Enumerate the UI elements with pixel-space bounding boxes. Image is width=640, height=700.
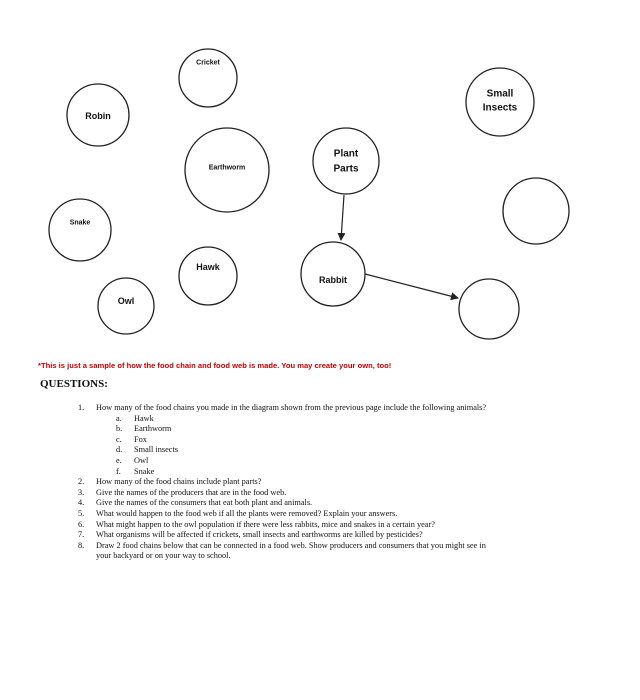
question-item bbox=[78, 541, 618, 552]
question-item bbox=[78, 520, 618, 531]
sub-item-text: Hawk bbox=[134, 413, 154, 423]
sub-item bbox=[78, 445, 618, 456]
question-item bbox=[78, 477, 618, 488]
sub-item-letter: f. bbox=[116, 466, 121, 476]
plant-to-rabbit-arrow bbox=[341, 195, 344, 240]
question-text: Give the names of the producers that are in the food web. bbox=[96, 487, 287, 497]
small-insects-label-line2: Insects bbox=[482, 102, 518, 114]
sub-item bbox=[78, 435, 618, 446]
question-number: 4. bbox=[78, 498, 85, 508]
question-text-continued: your backyard or on your way to school. bbox=[96, 551, 231, 561]
sub-item bbox=[78, 424, 618, 435]
question-text: What would happen to the food web if all the plants were removed? Explain your answers. bbox=[96, 508, 398, 518]
plant-parts-circle bbox=[313, 128, 379, 194]
robin-label: Robin bbox=[85, 110, 111, 121]
empty-circle-2 bbox=[459, 279, 519, 339]
sub-item bbox=[78, 456, 618, 467]
question-item bbox=[78, 403, 618, 414]
questions-list bbox=[78, 403, 618, 562]
sub-item bbox=[78, 467, 618, 478]
question-number: 2. bbox=[78, 477, 85, 487]
sub-item-letter: c. bbox=[116, 434, 122, 444]
small-insects-label-line1: Small bbox=[486, 88, 514, 100]
sub-item-text: Small insects bbox=[134, 445, 179, 455]
snake-label: Snake bbox=[69, 219, 91, 227]
question-text: How many of the food chains you made in the diagram shown from the previous page include the following animals? bbox=[96, 403, 487, 412]
question-text: How many of the food chains include plant parts? bbox=[96, 477, 262, 487]
sample-note: *This is just a sample of how the food chain and food web is made. You may create your own, too! bbox=[38, 361, 392, 370]
question-text: What might happen to the owl population if there were less rabbits, mice and snakes in a certain year? bbox=[96, 519, 435, 529]
question-item bbox=[78, 498, 618, 509]
sub-item-letter: e. bbox=[116, 455, 122, 465]
question-item bbox=[78, 530, 618, 541]
sub-item-letter: d. bbox=[116, 445, 123, 455]
empty-circle-1 bbox=[503, 178, 569, 244]
rabbit-to-circle-arrow bbox=[365, 274, 458, 298]
question-item bbox=[78, 488, 618, 499]
hawk-circle bbox=[179, 247, 237, 305]
sub-item-text: Fox bbox=[134, 434, 147, 444]
owl-label: Owl bbox=[117, 295, 135, 306]
hawk-label: Hawk bbox=[196, 261, 220, 272]
questions-heading: QUESTIONS: bbox=[40, 378, 108, 390]
question-number: 8. bbox=[78, 540, 85, 550]
question-number: 3. bbox=[78, 487, 85, 497]
sub-item bbox=[78, 414, 618, 425]
question-number: 6. bbox=[78, 519, 85, 529]
question-number: 7. bbox=[78, 530, 85, 540]
question-item bbox=[78, 509, 618, 520]
plant-parts-label-line1: Plant bbox=[333, 148, 359, 160]
question-number: 5. bbox=[78, 508, 85, 518]
question-text: What organisms will be affected if crickets, small insects and earthworms are killed by pesticides? bbox=[96, 530, 423, 540]
earthworm-label: Earthworm bbox=[208, 164, 246, 172]
sub-item-text: Owl bbox=[134, 455, 149, 465]
sub-item-letter: a. bbox=[116, 413, 122, 423]
question-number: 1. bbox=[78, 403, 85, 412]
sub-item-text: Snake bbox=[134, 466, 155, 476]
plant-parts-label-line2: Parts bbox=[333, 163, 359, 175]
sub-item-letter: b. bbox=[116, 424, 123, 434]
snake-circle bbox=[49, 199, 111, 261]
rabbit-label: Rabbit bbox=[319, 274, 347, 285]
cricket-label: Cricket bbox=[196, 59, 220, 67]
question-text: Give the names of the consumers that eat both plant and animals. bbox=[96, 498, 313, 508]
sub-item-text: Earthworm bbox=[134, 424, 172, 434]
question-text: Draw 2 food chains below that can be connected in a food web. Show producers and consumers that you might see in bbox=[96, 540, 486, 550]
